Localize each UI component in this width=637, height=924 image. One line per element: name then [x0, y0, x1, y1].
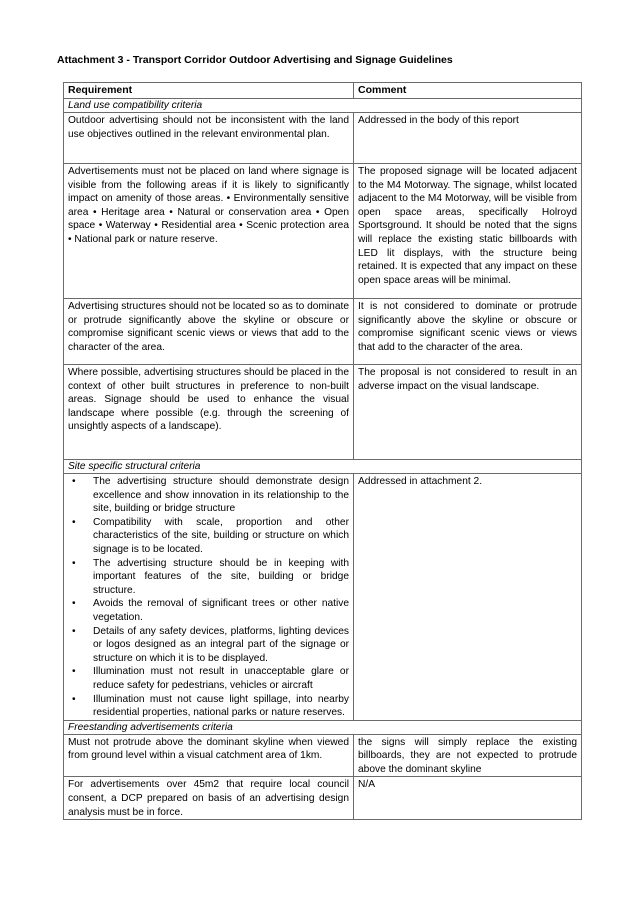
- table-row: [64, 365, 582, 460]
- comment-cell: the signs will simply replace the existing billboards, they are not expected to protrude above the dominant skyline: [354, 734, 582, 777]
- list-item: • Illumination must not cause light spillage, into nearby residential properties, national parks or nature reserves.: [68, 693, 349, 720]
- section-row: [64, 99, 582, 113]
- section-heading-site-specific: Site specific structural criteria: [64, 460, 582, 474]
- section-row: [64, 720, 582, 734]
- list-item: • Details of any safety devices, platforms, lighting devices or logos designed as an integral part of the signage or structure on which it is to be displayed.: [68, 625, 349, 666]
- table-row: [64, 734, 582, 777]
- list-item: • Compatibility with scale, proportion and other characteristics of the site, building or structure on which signage is to be located.: [68, 516, 349, 557]
- table-row: [64, 164, 582, 299]
- comment-cell: N/A: [354, 777, 582, 820]
- document-title: Attachment 3 - Transport Corridor Outdoor Advertising and Signage Guidelines: [57, 54, 453, 66]
- list-item: • Illumination must not result in unacceptable glare or reduce safety for pedestrians, vehicles or aircraft: [68, 665, 349, 692]
- table-row: [64, 113, 582, 164]
- column-header-comment: Comment: [354, 83, 582, 99]
- table-row: [64, 474, 582, 721]
- column-header-requirement: Requirement: [64, 83, 354, 99]
- comment-cell: The proposal is not considered to result in an adverse impact on the visual landscape.: [354, 365, 582, 460]
- requirement-cell: [64, 474, 354, 721]
- requirement-cell: Advertisements must not be placed on land where signage is visible from the following areas if it is likely to significantly impact on amenity of those areas. • Environmentally sensitive area • Heritage area • Natural or conservation area • Open space • Waterway • Residential area • Scenic protection area • National park or nature reserve.: [64, 164, 354, 299]
- list-item: • The advertising structure should be in keeping with important features of the site, building or bridge structure.: [68, 557, 349, 598]
- comment-cell: It is not considered to dominate or protrude significantly above the skyline or obscure or compromise significant scenic views or views that add to the character of the area.: [354, 299, 582, 365]
- table-row: [64, 777, 582, 820]
- table-row: [64, 299, 582, 365]
- table-header-row: [64, 83, 582, 99]
- list-item: • Avoids the removal of significant trees or other native vegetation.: [68, 597, 349, 624]
- requirement-cell: Must not protrude above the dominant skyline when viewed from ground level within a visual catchment area of 1km.: [64, 734, 354, 777]
- comment-cell: Addressed in attachment 2.: [354, 474, 582, 721]
- guidelines-table: [63, 82, 582, 820]
- section-row: [64, 460, 582, 474]
- list-item: • The advertising structure should demonstrate design excellence and show innovation in its relationship to the site, building or bridge structure: [68, 475, 349, 516]
- requirement-cell: Outdoor advertising should not be inconsistent with the land use objectives outlined in the relevant environmental plan.: [64, 113, 354, 164]
- section-heading-freestanding: Freestanding advertisements criteria: [64, 720, 582, 734]
- comment-cell: Addressed in the body of this report: [354, 113, 582, 164]
- comment-cell: The proposed signage will be located adjacent to the M4 Motorway. The signage, whilst located adjacent to the M4 Motorway, will be visible from open space areas, specifically Holroyd Sportsground. It should be noted that the signs will replace the existing static billboards with LED lit displays, with the structure being retained. It is expected that any impact on these open space areas will be minimal.: [354, 164, 582, 299]
- criteria-bullet-list: [68, 475, 349, 720]
- requirement-cell: For advertisements over 45m2 that require local council consent, a DCP prepared on basis of an advertising design analysis must be in force.: [64, 777, 354, 820]
- requirement-cell: Where possible, advertising structures should be placed in the context of other built structures in preference to non-built areas. Signage should be used to enhance the visual landscape where possible (e.g. through the screening of unsightly aspects of a landscape).: [64, 365, 354, 460]
- requirement-cell: Advertising structures should not be located so as to dominate or protrude significantly above the skyline or obscure or compromise significant scenic views or views that add to the character of the area.: [64, 299, 354, 365]
- section-heading-land-use: Land use compatibility criteria: [64, 99, 582, 113]
